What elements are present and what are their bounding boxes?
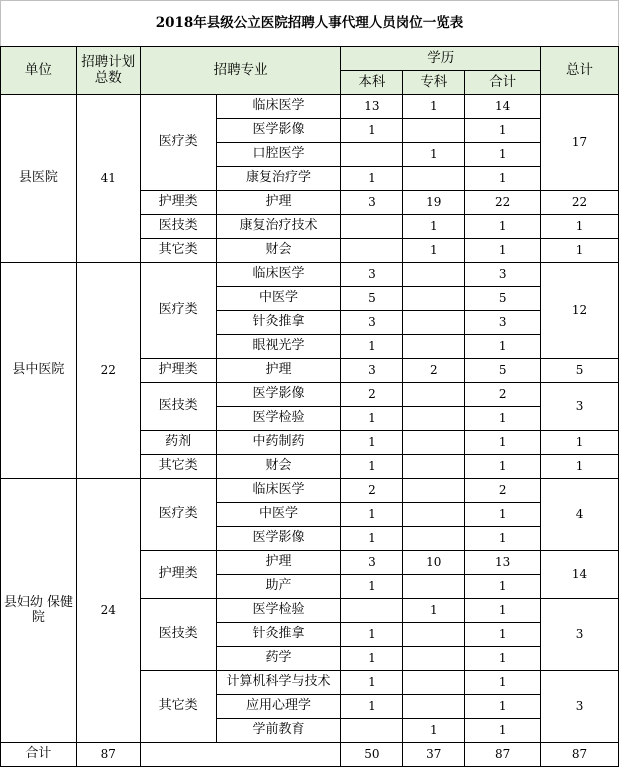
subtotal-cell: 1: [465, 239, 541, 263]
college-cell: [403, 287, 465, 311]
major-cell: 护理: [216, 191, 341, 215]
subtotal-cell: 3: [465, 311, 541, 335]
plan-total-cell: 24: [76, 479, 140, 743]
subtotal-cell: 1: [465, 527, 541, 551]
category-cell: 其它类: [140, 671, 216, 743]
subtotal-cell: 1: [465, 623, 541, 647]
category-total-cell: 3: [541, 383, 619, 431]
college-cell: [403, 119, 465, 143]
bachelor-cell: 1: [341, 695, 403, 719]
header-subtotal: 合计: [465, 71, 541, 95]
bachelor-cell: 1: [341, 527, 403, 551]
college-cell: [403, 527, 465, 551]
header-college: 专科: [403, 71, 465, 95]
major-cell: 护理: [216, 551, 341, 575]
college-cell: [403, 695, 465, 719]
subtotal-cell: 13: [465, 551, 541, 575]
plan-total-cell: 41: [76, 95, 140, 263]
subtotal-cell: 1: [465, 431, 541, 455]
college-cell: 1: [403, 143, 465, 167]
category-cell: 其它类: [140, 455, 216, 479]
major-cell: 助产: [216, 575, 341, 599]
college-cell: [403, 455, 465, 479]
major-cell: 医学影像: [216, 527, 341, 551]
subtotal-cell: 1: [465, 167, 541, 191]
unit-cell: 县妇幼 保健院: [1, 479, 77, 743]
major-cell: 中医学: [216, 287, 341, 311]
category-total-cell: 1: [541, 239, 619, 263]
bachelor-cell: [341, 239, 403, 263]
bachelor-cell: 13: [341, 95, 403, 119]
subtotal-cell: 2: [465, 383, 541, 407]
footer-plan-total: 87: [76, 743, 140, 767]
category-cell: 其它类: [140, 239, 216, 263]
category-total-cell: 17: [541, 95, 619, 191]
subtotal-cell: 1: [465, 599, 541, 623]
bachelor-cell: 2: [341, 479, 403, 503]
header-bachelor: 本科: [341, 71, 403, 95]
category-cell: 医疗类: [140, 263, 216, 359]
footer-total: 87: [541, 743, 619, 767]
major-cell: 口腔医学: [216, 143, 341, 167]
subtotal-cell: 1: [465, 719, 541, 743]
category-cell: 护理类: [140, 191, 216, 215]
bachelor-cell: 1: [341, 335, 403, 359]
subtotal-cell: 1: [465, 647, 541, 671]
college-cell: [403, 575, 465, 599]
college-cell: 10: [403, 551, 465, 575]
college-cell: [403, 479, 465, 503]
major-cell: 中医学: [216, 503, 341, 527]
bachelor-cell: [341, 719, 403, 743]
major-cell: 康复治疗技术: [216, 215, 341, 239]
header-unit: 单位: [1, 47, 77, 95]
header-major: 招聘专业: [140, 47, 341, 95]
major-cell: 针灸推拿: [216, 623, 341, 647]
major-cell: 医学影像: [216, 119, 341, 143]
major-cell: 财会: [216, 455, 341, 479]
college-cell: [403, 335, 465, 359]
category-cell: 医技类: [140, 599, 216, 671]
bachelor-cell: 3: [341, 359, 403, 383]
unit-cell: 县中医院: [1, 263, 77, 479]
category-total-cell: 12: [541, 263, 619, 359]
major-cell: 针灸推拿: [216, 311, 341, 335]
category-total-cell: 1: [541, 215, 619, 239]
major-cell: 药学: [216, 647, 341, 671]
college-cell: 1: [403, 239, 465, 263]
bachelor-cell: 1: [341, 671, 403, 695]
bachelor-cell: [341, 215, 403, 239]
category-cell: 护理类: [140, 359, 216, 383]
subtotal-cell: 1: [465, 119, 541, 143]
subtotal-cell: 5: [465, 287, 541, 311]
college-cell: [403, 407, 465, 431]
major-cell: 中药制药: [216, 431, 341, 455]
subtotal-cell: 3: [465, 263, 541, 287]
major-cell: 医学检验: [216, 599, 341, 623]
subtotal-cell: 1: [465, 455, 541, 479]
college-cell: 1: [403, 215, 465, 239]
category-total-cell: 3: [541, 671, 619, 743]
subtotal-cell: 5: [465, 359, 541, 383]
college-cell: [403, 671, 465, 695]
footer-subtotal: 87: [465, 743, 541, 767]
college-cell: [403, 311, 465, 335]
bachelor-cell: 1: [341, 455, 403, 479]
bachelor-cell: 1: [341, 647, 403, 671]
bachelor-cell: [341, 143, 403, 167]
college-cell: 19: [403, 191, 465, 215]
bachelor-cell: 1: [341, 431, 403, 455]
college-cell: 2: [403, 359, 465, 383]
bachelor-cell: 1: [341, 503, 403, 527]
major-cell: 护理: [216, 359, 341, 383]
major-cell: 财会: [216, 239, 341, 263]
category-total-cell: 1: [541, 431, 619, 455]
subtotal-cell: 14: [465, 95, 541, 119]
category-cell: 护理类: [140, 551, 216, 599]
footer-college: 37: [403, 743, 465, 767]
bachelor-cell: 3: [341, 311, 403, 335]
subtotal-cell: 1: [465, 503, 541, 527]
bachelor-cell: 1: [341, 623, 403, 647]
college-cell: [403, 167, 465, 191]
category-total-cell: 22: [541, 191, 619, 215]
unit-cell: 县医院: [1, 95, 77, 263]
subtotal-cell: 1: [465, 215, 541, 239]
bachelor-cell: 3: [341, 551, 403, 575]
category-total-cell: 4: [541, 479, 619, 551]
subtotal-cell: 1: [465, 407, 541, 431]
category-cell: 医疗类: [140, 479, 216, 551]
header-total: 总计: [541, 47, 619, 95]
major-cell: 临床医学: [216, 95, 341, 119]
college-cell: [403, 263, 465, 287]
category-total-cell: 5: [541, 359, 619, 383]
category-total-cell: 3: [541, 599, 619, 671]
college-cell: 1: [403, 95, 465, 119]
footer-row: [1, 743, 619, 767]
major-cell: 临床医学: [216, 479, 341, 503]
subtotal-cell: 1: [465, 575, 541, 599]
college-cell: [403, 383, 465, 407]
major-cell: 医学影像: [216, 383, 341, 407]
category-total-cell: 1: [541, 455, 619, 479]
major-cell: 眼视光学: [216, 335, 341, 359]
header-education: 学历: [341, 47, 541, 71]
college-cell: [403, 623, 465, 647]
category-cell: 医技类: [140, 215, 216, 239]
footer-label: 合计: [1, 743, 77, 767]
subtotal-cell: 1: [465, 671, 541, 695]
bachelor-cell: 3: [341, 191, 403, 215]
footer-bachelor: 50: [341, 743, 403, 767]
major-cell: 康复治疗学: [216, 167, 341, 191]
header-plan-total: 招聘计划总数: [76, 47, 140, 95]
bachelor-cell: 1: [341, 407, 403, 431]
subtotal-cell: 22: [465, 191, 541, 215]
college-cell: 1: [403, 719, 465, 743]
college-cell: [403, 503, 465, 527]
bachelor-cell: 1: [341, 167, 403, 191]
category-cell: 药剂: [140, 431, 216, 455]
college-cell: [403, 647, 465, 671]
table-title: 2018年县级公立医院招聘人事代理人员岗位一览表: [1, 1, 619, 47]
major-cell: 医学检验: [216, 407, 341, 431]
bachelor-cell: 1: [341, 119, 403, 143]
major-cell: 学前教育: [216, 719, 341, 743]
category-total-cell: 14: [541, 551, 619, 599]
bachelor-cell: 1: [341, 575, 403, 599]
subtotal-cell: 1: [465, 143, 541, 167]
table-row: [1, 263, 619, 287]
category-cell: 医疗类: [140, 95, 216, 191]
bachelor-cell: 2: [341, 383, 403, 407]
category-cell: 医技类: [140, 383, 216, 431]
college-cell: 1: [403, 599, 465, 623]
subtotal-cell: 1: [465, 335, 541, 359]
college-cell: [403, 431, 465, 455]
major-cell: 临床医学: [216, 263, 341, 287]
major-cell: 计算机科学与技术: [216, 671, 341, 695]
subtotal-cell: 2: [465, 479, 541, 503]
table-row: [1, 479, 619, 503]
subtotal-cell: 1: [465, 695, 541, 719]
footer-empty-cell: [140, 743, 341, 767]
major-cell: 应用心理学: [216, 695, 341, 719]
plan-total-cell: 22: [76, 263, 140, 479]
bachelor-cell: 5: [341, 287, 403, 311]
bachelor-cell: [341, 599, 403, 623]
table-row: [1, 95, 619, 119]
bachelor-cell: 3: [341, 263, 403, 287]
